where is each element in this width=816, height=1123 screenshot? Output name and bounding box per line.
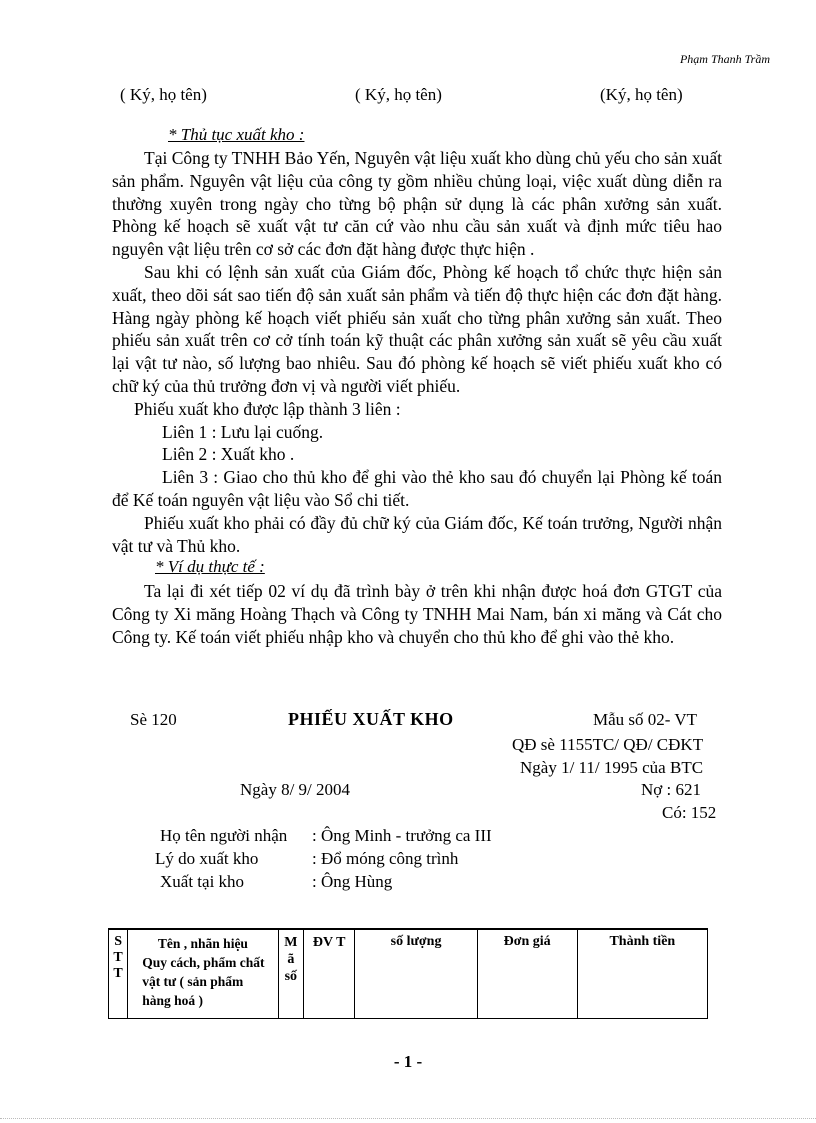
header-code: M ã số <box>278 929 303 1019</box>
list-item: Liên 1 : Lưu lại cuống. <box>162 421 324 442</box>
header-quantity: số lượng <box>355 929 477 1019</box>
signature-label: ( Ký, họ tên) <box>355 85 442 104</box>
section-heading-example: * Ví dụ thực tế : <box>155 557 265 576</box>
credit-account: Có: 152 <box>662 803 717 822</box>
table-bottom-divider <box>108 1018 708 1019</box>
list-item: Liên 3 : Giao cho thủ kho để ghi vào thẻ kho sau đó chuyển lại Phòng kế toán để Kế toán nguyên vật liệu vào Sổ chi tiết. <box>112 467 722 510</box>
header-stt: S T T <box>109 929 128 1019</box>
header-unit-price: Đơn giá <box>477 929 577 1019</box>
paragraph: Ta lại đi xét tiếp 02 ví dụ đã trình bày ở trên khi nhận được hoá đơn GTGT của Công ty Xi măng Hoàng Thạch và Công ty TNHH Mai Nam, bán xi măng và Cát cho Công ty. Kế toán viết phiếu nhập kho và chuyển cho thủ kho để ghi vào thẻ kho. <box>112 581 722 647</box>
info-label: Họ tên người nhận <box>160 826 288 845</box>
voucher-date: Ngày 8/ 9/ 2004 <box>240 780 351 799</box>
info-label: Lý do xuất kho <box>155 849 259 868</box>
paragraph: Phiếu xuất kho được lập thành 3 liên : <box>134 398 401 419</box>
debit-account: Nợ : 621 <box>641 780 701 799</box>
paragraph: Tại Công ty TNHH Bảo Yến, Nguyên vật liệu xuất kho dùng chủ yếu cho sản xuất sản phẩm. Nguyên vật liệu của công ty gồm nhiều chủng loại, việc xuất dùng diễn ra thường xuyên trong ngày cho từng bộ phận sử dụng là các phân xưởng sản xuất. Phòng kế hoạch sẽ xuất vật tư căn cứ vào nhu cầu sản xuất và định mức tiêu hao nguyên vật liệu trên cơ sở các đơn đặt hàng được thực hiện . <box>112 148 722 260</box>
page-bottom-divider <box>0 1118 816 1119</box>
header-amount: Thành tiền <box>577 929 707 1019</box>
info-value: : Ông Hùng <box>312 872 393 891</box>
header-item-name-line1: Tên , nhãn hiệu <box>157 936 248 951</box>
signature-label: (Ký, họ tên) <box>600 85 683 104</box>
export-procedure-text <box>112 147 722 557</box>
decision-date: Ngày 1/ 11/ 1995 của BTC <box>520 758 704 777</box>
list-item: Liên 2 : Xuất kho . <box>162 444 295 465</box>
voucher-number: Sè 120 <box>130 710 177 729</box>
info-row-warehouse <box>160 872 392 892</box>
section-heading-export-procedure: * Thủ tục xuất kho : <box>168 125 305 144</box>
header-item-name-line2: Quy cách, phẩm chất vật tư ( sản phẩm hàng hoá ) <box>142 955 265 1008</box>
header-unit: ĐV T <box>303 929 355 1019</box>
page-header-author: Phạm Thanh Trầm <box>679 52 770 66</box>
info-value: : Đổ móng công trình <box>312 849 459 868</box>
example-text <box>112 580 722 648</box>
info-row-reason <box>155 849 458 869</box>
page-number: - 1 - <box>393 1052 423 1071</box>
decision-reference: QĐ sè 1155TC/ QĐ/ CĐKT <box>512 735 704 754</box>
paragraph: Sau khi có lệnh sản xuất của Giám đốc, Phòng kế hoạch tổ chức thực hiện sản xuất, theo dõi sát sao tiến độ sản xuất sản phẩm và tiến độ thực hiện các đơn đặt hàng. Hàng ngày phòng kế hoạch viết phiếu sản xuất cho từng phân xưởng sản xuất. Theo phiếu sản xuất trên cơ cở tính toán kỹ thuật các phân xưởng sản xuất sẽ yêu cầu xuất lại vật tư nào, số lượng bao nhiêu. Sau đó phòng kế hoạch sẽ viết phiếu xuất kho có chữ ký của thủ trưởng đơn vị và người viết phiếu. <box>112 261 722 396</box>
info-row-receiver <box>160 826 492 846</box>
voucher-table <box>108 928 708 1019</box>
header-item-name <box>128 929 279 1019</box>
paragraph: Phiếu xuất kho phải có đầy đủ chữ ký của Giám đốc, Kế toán trưởng, Người nhận vật tư và Thủ kho. <box>112 512 722 556</box>
table-header-row <box>109 929 708 1019</box>
voucher-title: PHIẾU XUẤT KHO <box>288 709 454 729</box>
info-label: Xuất tại kho <box>160 872 245 891</box>
info-value: : Ông Minh - trưởng ca III <box>312 826 492 845</box>
form-code: Mẫu số 02- VT <box>593 710 698 729</box>
signature-label: ( Ký, họ tên) <box>120 85 207 104</box>
